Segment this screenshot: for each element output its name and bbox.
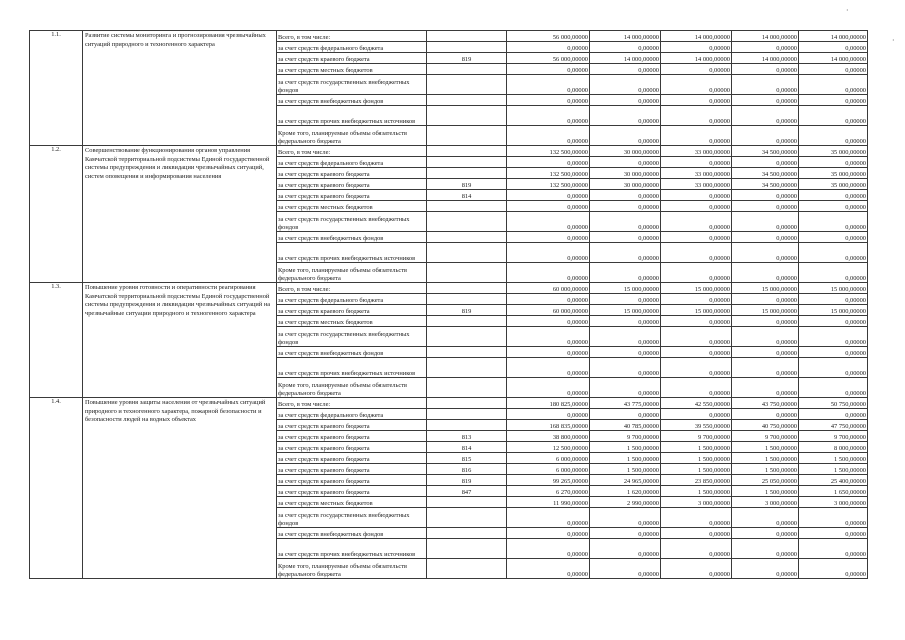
year-amount: 0,00000 <box>590 243 661 263</box>
year-amount: 25 400,00000 <box>799 475 868 486</box>
total-amount: 0,00000 <box>507 559 590 579</box>
total-amount: 132 500,00000 <box>507 168 590 179</box>
year-amount: 0,00000 <box>590 75 661 95</box>
total-amount: 0,00000 <box>507 106 590 126</box>
section-number: 1.3. <box>30 283 83 398</box>
year-amount: 43 750,00000 <box>732 398 799 409</box>
year-amount: 15 000,00000 <box>590 283 661 294</box>
funding-source: Кроме того, планируемые объемы обязательств федерального бюджета <box>277 378 427 398</box>
year-amount: 1 500,00000 <box>732 464 799 475</box>
year-amount: 35 000,00000 <box>799 146 868 157</box>
year-amount: 0,00000 <box>661 126 732 146</box>
year-amount: 0,00000 <box>661 409 732 420</box>
budget-code: 816 <box>427 464 507 475</box>
section-title: Повышение уровня готовности и оперативности реагирования Камчатской территориальной подсистемы Единой государственной системы предупреждения и ликвидации чрезвычайных ситуаций на чрезвычайные ситуации природного и техногенного характера <box>83 283 277 398</box>
funding-source: Кроме того, планируемые объемы обязательств федерального бюджета <box>277 126 427 146</box>
year-amount: 1 500,00000 <box>732 442 799 453</box>
year-amount: 0,00000 <box>590 358 661 378</box>
year-amount: 0,00000 <box>590 190 661 201</box>
year-amount: 0,00000 <box>661 347 732 358</box>
section-number: 1.1. <box>30 31 83 146</box>
budget-code <box>427 212 507 232</box>
total-amount: 0,00000 <box>507 347 590 358</box>
year-amount: 3 000,00000 <box>661 497 732 508</box>
program-funding-table-page <box>29 30 868 579</box>
total-amount: 6 000,00000 <box>507 453 590 464</box>
total-amount: 0,00000 <box>507 201 590 212</box>
year-amount: 0,00000 <box>661 232 732 243</box>
year-amount: 0,00000 <box>799 201 868 212</box>
year-amount: 0,00000 <box>590 126 661 146</box>
table-row <box>30 398 868 409</box>
budget-code: 814 <box>427 442 507 453</box>
year-amount: 1 500,00000 <box>799 453 868 464</box>
budget-code <box>427 528 507 539</box>
year-amount: 0,00000 <box>732 64 799 75</box>
year-amount: 0,00000 <box>732 409 799 420</box>
year-amount: 0,00000 <box>661 95 732 106</box>
year-amount: 40 750,00000 <box>732 420 799 431</box>
total-amount: 11 990,00000 <box>507 497 590 508</box>
budget-code <box>427 146 507 157</box>
year-amount: 0,00000 <box>732 528 799 539</box>
year-amount: 43 775,00000 <box>590 398 661 409</box>
year-amount: 0,00000 <box>661 559 732 579</box>
total-amount: 0,00000 <box>507 539 590 559</box>
year-amount: 14 000,00000 <box>590 53 661 64</box>
year-amount: 1 500,00000 <box>732 486 799 497</box>
year-amount: 0,00000 <box>661 294 732 305</box>
year-amount: 0,00000 <box>732 212 799 232</box>
year-amount: 0,00000 <box>590 347 661 358</box>
total-amount: 99 265,00000 <box>507 475 590 486</box>
funding-source: за счет средств краевого бюджета <box>277 420 427 431</box>
budget-code <box>427 168 507 179</box>
year-amount: 0,00000 <box>799 294 868 305</box>
year-amount: 0,00000 <box>799 106 868 126</box>
budget-code <box>427 201 507 212</box>
year-amount: 35 000,00000 <box>799 168 868 179</box>
budget-code <box>427 283 507 294</box>
budget-code: 813 <box>427 431 507 442</box>
total-amount: 6 270,00000 <box>507 486 590 497</box>
funding-source: за счет средств прочих внебюджетных источников <box>277 106 427 126</box>
total-amount: 0,00000 <box>507 64 590 75</box>
funding-source: за счет средств государственных внебюджетных фондов <box>277 508 427 528</box>
year-amount: 2 990,00000 <box>590 497 661 508</box>
year-amount: 14 000,00000 <box>732 53 799 64</box>
year-amount: 0,00000 <box>590 42 661 53</box>
year-amount: 1 650,00000 <box>799 486 868 497</box>
margin-speck: · <box>892 36 895 45</box>
table-row <box>30 146 868 157</box>
year-amount: 1 500,00000 <box>661 464 732 475</box>
total-amount: 0,00000 <box>507 243 590 263</box>
year-amount: 0,00000 <box>799 232 868 243</box>
year-amount: 15 000,00000 <box>799 283 868 294</box>
year-amount: 0,00000 <box>732 243 799 263</box>
year-amount: 0,00000 <box>590 327 661 347</box>
budget-code: 815 <box>427 453 507 464</box>
section-title: Повышение уровня защиты населения от чрезвычайных ситуаций природного и техногенного характера, пожарной безопасности и безопасности людей на водных объектах <box>83 398 277 579</box>
year-amount: 0,00000 <box>732 539 799 559</box>
year-amount: 33 000,00000 <box>661 179 732 190</box>
year-amount: 0,00000 <box>661 157 732 168</box>
funding-source: за счет средств местных бюджетов <box>277 497 427 508</box>
year-amount: 0,00000 <box>732 327 799 347</box>
year-amount: 30 000,00000 <box>590 179 661 190</box>
table-row <box>30 31 868 42</box>
year-amount: 0,00000 <box>590 378 661 398</box>
year-amount: 0,00000 <box>732 126 799 146</box>
funding-source: за счет средств краевого бюджета <box>277 179 427 190</box>
budget-code <box>427 497 507 508</box>
year-amount: 0,00000 <box>732 358 799 378</box>
budget-code <box>427 508 507 528</box>
funding-source: за счет средств местных бюджетов <box>277 201 427 212</box>
funding-source: за счет средств краевого бюджета <box>277 442 427 453</box>
total-amount: 132 500,00000 <box>507 179 590 190</box>
total-amount: 0,00000 <box>507 378 590 398</box>
year-amount: 0,00000 <box>661 75 732 95</box>
year-amount: 0,00000 <box>799 95 868 106</box>
year-amount: 24 965,00000 <box>590 475 661 486</box>
year-amount: 0,00000 <box>661 378 732 398</box>
year-amount: 0,00000 <box>590 95 661 106</box>
table-row <box>30 283 868 294</box>
funding-source: Всего, в том числе: <box>277 31 427 42</box>
funding-source: за счет средств местных бюджетов <box>277 316 427 327</box>
funding-source: за счет средств государственных внебюджетных фондов <box>277 212 427 232</box>
funding-source: за счет средств краевого бюджета <box>277 53 427 64</box>
year-amount: 0,00000 <box>661 42 732 53</box>
year-amount: 0,00000 <box>590 232 661 243</box>
funding-source: Кроме того, планируемые объемы обязательств федерального бюджета <box>277 559 427 579</box>
year-amount: 0,00000 <box>799 347 868 358</box>
year-amount: 14 000,00000 <box>799 31 868 42</box>
year-amount: 33 000,00000 <box>661 146 732 157</box>
year-amount: 34 500,00000 <box>732 168 799 179</box>
budget-code <box>427 378 507 398</box>
budget-code <box>427 95 507 106</box>
year-amount: 3 000,00000 <box>732 497 799 508</box>
budget-code <box>427 398 507 409</box>
year-amount: 0,00000 <box>799 157 868 168</box>
budget-code: 814 <box>427 190 507 201</box>
budget-code <box>427 157 507 168</box>
year-amount: 0,00000 <box>661 528 732 539</box>
year-amount: 14 000,00000 <box>661 53 732 64</box>
funding-source: Всего, в том числе: <box>277 146 427 157</box>
year-amount: 15 000,00000 <box>799 305 868 316</box>
budget-code <box>427 327 507 347</box>
year-amount: 1 620,00000 <box>590 486 661 497</box>
year-amount: 14 000,00000 <box>732 31 799 42</box>
funding-source: за счет средств прочих внебюджетных источников <box>277 539 427 559</box>
total-amount: 0,00000 <box>507 528 590 539</box>
year-amount: 47 750,00000 <box>799 420 868 431</box>
year-amount: 42 550,00000 <box>661 398 732 409</box>
year-amount: 34 500,00000 <box>732 146 799 157</box>
year-amount: 25 050,00000 <box>732 475 799 486</box>
year-amount: 0,00000 <box>732 263 799 283</box>
year-amount: 0,00000 <box>799 378 868 398</box>
year-amount: 1 500,00000 <box>661 442 732 453</box>
budget-code <box>427 409 507 420</box>
year-amount: 1 500,00000 <box>590 464 661 475</box>
year-amount: 9 700,00000 <box>590 431 661 442</box>
corner-speck: · <box>846 6 849 15</box>
section-number: 1.2. <box>30 146 83 283</box>
year-amount: 1 500,00000 <box>732 453 799 464</box>
year-amount: 0,00000 <box>590 409 661 420</box>
total-amount: 0,00000 <box>507 190 590 201</box>
year-amount: 14 000,00000 <box>799 53 868 64</box>
year-amount: 0,00000 <box>661 243 732 263</box>
year-amount: 0,00000 <box>661 106 732 126</box>
year-amount: 15 000,00000 <box>590 305 661 316</box>
year-amount: 0,00000 <box>661 263 732 283</box>
year-amount: 0,00000 <box>732 190 799 201</box>
year-amount: 15 000,00000 <box>732 305 799 316</box>
funding-source: за счет средств краевого бюджета <box>277 475 427 486</box>
total-amount: 6 000,00000 <box>507 464 590 475</box>
funding-source: за счет средств федерального бюджета <box>277 409 427 420</box>
budget-code <box>427 347 507 358</box>
year-amount: 0,00000 <box>661 539 732 559</box>
section-number: 1.4. <box>30 398 83 579</box>
funding-source: за счет средств краевого бюджета <box>277 464 427 475</box>
year-amount: 1 500,00000 <box>590 453 661 464</box>
year-amount: 1 500,00000 <box>590 442 661 453</box>
year-amount: 0,00000 <box>799 75 868 95</box>
funding-source: за счет средств краевого бюджета <box>277 486 427 497</box>
year-amount: 0,00000 <box>732 201 799 212</box>
year-amount: 0,00000 <box>799 263 868 283</box>
year-amount: 0,00000 <box>732 316 799 327</box>
year-amount: 0,00000 <box>732 232 799 243</box>
year-amount: 0,00000 <box>799 212 868 232</box>
year-amount: 0,00000 <box>590 294 661 305</box>
budget-code <box>427 64 507 75</box>
year-amount: 14 000,00000 <box>661 31 732 42</box>
year-amount: 0,00000 <box>799 409 868 420</box>
budget-code <box>427 31 507 42</box>
year-amount: 15 000,00000 <box>732 283 799 294</box>
year-amount: 0,00000 <box>732 294 799 305</box>
funding-source: за счет средств прочих внебюджетных источников <box>277 358 427 378</box>
budget-code: 819 <box>427 179 507 190</box>
section-title: Развитие системы мониторинга и прогнозирования чрезвычайных ситуаций природного и техногенного характера <box>83 31 277 146</box>
year-amount: 0,00000 <box>732 157 799 168</box>
funding-source: за счет средств краевого бюджета <box>277 305 427 316</box>
total-amount: 0,00000 <box>507 95 590 106</box>
year-amount: 35 000,00000 <box>799 179 868 190</box>
total-amount: 60 000,00000 <box>507 305 590 316</box>
year-amount: 0,00000 <box>732 75 799 95</box>
total-amount: 56 000,00000 <box>507 53 590 64</box>
year-amount: 40 785,00000 <box>590 420 661 431</box>
funding-source: за счет средств краевого бюджета <box>277 453 427 464</box>
year-amount: 39 550,00000 <box>661 420 732 431</box>
total-amount: 0,00000 <box>507 75 590 95</box>
budget-code <box>427 358 507 378</box>
funding-source: Кроме того, планируемые объемы обязательств федерального бюджета <box>277 263 427 283</box>
year-amount: 0,00000 <box>799 559 868 579</box>
year-amount: 1 500,00000 <box>799 464 868 475</box>
total-amount: 60 000,00000 <box>507 283 590 294</box>
year-amount: 8 000,00000 <box>799 442 868 453</box>
total-amount: 38 800,00000 <box>507 431 590 442</box>
total-amount: 12 500,00000 <box>507 442 590 453</box>
funding-source: за счет средств прочих внебюджетных источников <box>277 243 427 263</box>
year-amount: 9 700,00000 <box>732 431 799 442</box>
funding-source: за счет средств государственных внебюджетных фондов <box>277 327 427 347</box>
year-amount: 0,00000 <box>590 201 661 212</box>
total-amount: 0,00000 <box>507 212 590 232</box>
program-funding-table <box>29 30 868 579</box>
year-amount: 0,00000 <box>590 263 661 283</box>
total-amount: 56 000,00000 <box>507 31 590 42</box>
funding-source: Всего, в том числе: <box>277 283 427 294</box>
year-amount: 0,00000 <box>590 106 661 126</box>
budget-code <box>427 106 507 126</box>
budget-code <box>427 126 507 146</box>
year-amount: 0,00000 <box>590 64 661 75</box>
funding-source: за счет средств внебюджетных фондов <box>277 95 427 106</box>
year-amount: 0,00000 <box>590 528 661 539</box>
budget-code: 819 <box>427 53 507 64</box>
funding-source: за счет средств краевого бюджета <box>277 190 427 201</box>
year-amount: 1 500,00000 <box>661 453 732 464</box>
year-amount: 0,00000 <box>799 358 868 378</box>
year-amount: 0,00000 <box>799 243 868 263</box>
year-amount: 0,00000 <box>661 190 732 201</box>
budget-code <box>427 294 507 305</box>
year-amount: 0,00000 <box>661 212 732 232</box>
total-amount: 0,00000 <box>507 126 590 146</box>
total-amount: 0,00000 <box>507 157 590 168</box>
year-amount: 0,00000 <box>732 559 799 579</box>
year-amount: 0,00000 <box>799 327 868 347</box>
total-amount: 0,00000 <box>507 316 590 327</box>
year-amount: 0,00000 <box>590 539 661 559</box>
budget-code <box>427 232 507 243</box>
year-amount: 0,00000 <box>799 42 868 53</box>
budget-code: 819 <box>427 305 507 316</box>
funding-source: за счет средств федерального бюджета <box>277 157 427 168</box>
funding-source: за счет средств краевого бюджета <box>277 431 427 442</box>
year-amount: 0,00000 <box>732 378 799 398</box>
funding-source: за счет средств внебюджетных фондов <box>277 347 427 358</box>
budget-code <box>427 42 507 53</box>
year-amount: 15 000,00000 <box>661 283 732 294</box>
year-amount: 0,00000 <box>590 316 661 327</box>
total-amount: 180 825,00000 <box>507 398 590 409</box>
year-amount: 15 000,00000 <box>661 305 732 316</box>
year-amount: 0,00000 <box>732 347 799 358</box>
year-amount: 0,00000 <box>799 508 868 528</box>
year-amount: 0,00000 <box>799 528 868 539</box>
year-amount: 23 850,00000 <box>661 475 732 486</box>
year-amount: 0,00000 <box>732 106 799 126</box>
funding-source: за счет средств внебюджетных фондов <box>277 528 427 539</box>
funding-source: за счет средств федерального бюджета <box>277 294 427 305</box>
year-amount: 33 000,00000 <box>661 168 732 179</box>
year-amount: 0,00000 <box>661 327 732 347</box>
year-amount: 0,00000 <box>590 212 661 232</box>
year-amount: 50 750,00000 <box>799 398 868 409</box>
total-amount: 0,00000 <box>507 263 590 283</box>
year-amount: 1 500,00000 <box>661 486 732 497</box>
year-amount: 0,00000 <box>661 316 732 327</box>
year-amount: 0,00000 <box>661 508 732 528</box>
budget-code <box>427 243 507 263</box>
total-amount: 0,00000 <box>507 42 590 53</box>
year-amount: 0,00000 <box>799 539 868 559</box>
funding-source: за счет средств местных бюджетов <box>277 64 427 75</box>
year-amount: 0,00000 <box>590 508 661 528</box>
year-amount: 34 500,00000 <box>732 179 799 190</box>
funding-source: за счет средств федерального бюджета <box>277 42 427 53</box>
budget-code <box>427 559 507 579</box>
year-amount: 0,00000 <box>799 64 868 75</box>
budget-code: 847 <box>427 486 507 497</box>
funding-source: Всего, в том числе: <box>277 398 427 409</box>
year-amount: 14 000,00000 <box>590 31 661 42</box>
year-amount: 0,00000 <box>590 157 661 168</box>
section-title: Совершенствование функционирования органов управления Камчатской территориальной подсистемы Единой государственной системы предупреждения и ликвидации чрезвычайных ситуаций, систем оповещения и информирования населения <box>83 146 277 283</box>
budget-code <box>427 420 507 431</box>
year-amount: 0,00000 <box>590 559 661 579</box>
funding-source: за счет средств государственных внебюджетных фондов <box>277 75 427 95</box>
year-amount: 0,00000 <box>732 42 799 53</box>
year-amount: 0,00000 <box>732 95 799 106</box>
total-amount: 0,00000 <box>507 508 590 528</box>
year-amount: 0,00000 <box>732 508 799 528</box>
budget-code <box>427 263 507 283</box>
year-amount: 9 700,00000 <box>661 431 732 442</box>
budget-code <box>427 539 507 559</box>
year-amount: 30 000,00000 <box>590 168 661 179</box>
budget-code <box>427 75 507 95</box>
year-amount: 0,00000 <box>799 316 868 327</box>
year-amount: 0,00000 <box>799 190 868 201</box>
year-amount: 30 000,00000 <box>590 146 661 157</box>
year-amount: 3 000,00000 <box>799 497 868 508</box>
funding-source: за счет средств внебюджетных фондов <box>277 232 427 243</box>
budget-code: 819 <box>427 475 507 486</box>
year-amount: 0,00000 <box>661 358 732 378</box>
year-amount: 0,00000 <box>799 126 868 146</box>
total-amount: 0,00000 <box>507 232 590 243</box>
total-amount: 0,00000 <box>507 294 590 305</box>
year-amount: 0,00000 <box>661 201 732 212</box>
total-amount: 132 500,00000 <box>507 146 590 157</box>
total-amount: 0,00000 <box>507 358 590 378</box>
funding-source: за счет средств краевого бюджета <box>277 168 427 179</box>
total-amount: 168 835,00000 <box>507 420 590 431</box>
total-amount: 0,00000 <box>507 327 590 347</box>
year-amount: 0,00000 <box>661 64 732 75</box>
year-amount: 9 700,00000 <box>799 431 868 442</box>
budget-code <box>427 316 507 327</box>
total-amount: 0,00000 <box>507 409 590 420</box>
